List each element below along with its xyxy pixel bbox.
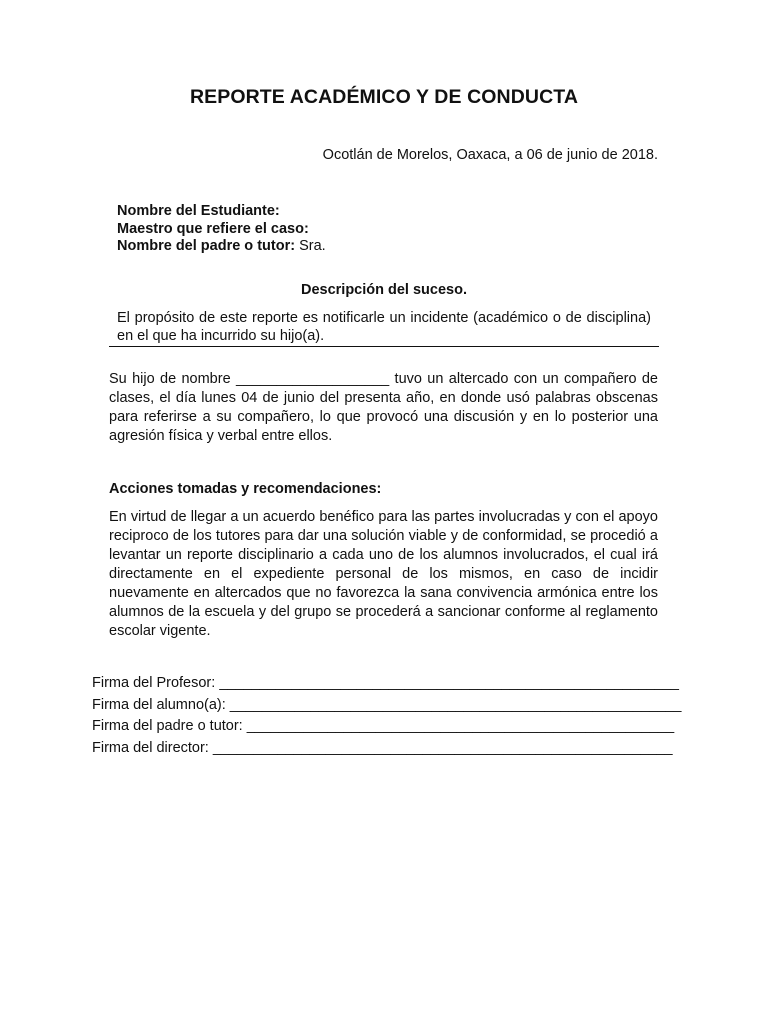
- date-line: Ocotlán de Morelos, Oaxaca, a 06 de junio de 2018.: [322, 147, 658, 163]
- student-name-label: Nombre del Estudiante:: [117, 203, 280, 219]
- teacher-row: [117, 221, 326, 239]
- parent-row: [117, 238, 326, 256]
- teacher-label: Maestro que refiere el caso:: [117, 220, 309, 237]
- signature-student: Firma del alumno(a): ________________________________________________________: [92, 696, 682, 713]
- actions-heading: Acciones tomadas y recomendaciones:: [109, 481, 382, 497]
- actions-paragraph: En virtud de llegar a un acuerdo benéfico para las partes involucradas y con el apoyo reciproco de los tutores para dar una solución viable y de conformidad, se procedió a levantar un reporte disciplinario a cada uno de los alumnos involucrados, el cual irá directamente en el expediente personal de los mismos, en caso de incidir nuevamente en altercados que no favorezca la sana convivencia armónica entre los alumnos de la escuela y del grupo se procederá a sancionar conforme al reglamento escolar vigente.: [109, 509, 658, 639]
- document-title: REPORTE ACADÉMICO Y DE CONDUCTA: [189, 86, 579, 108]
- parent-value: Sra.: [295, 238, 326, 254]
- parent-label: Nombre del padre o tutor:: [117, 238, 296, 254]
- student-name-row: [117, 203, 326, 221]
- case-info-block: [117, 203, 326, 256]
- signature-parent: Firma del padre o tutor: _____________________________________________________: [92, 718, 675, 734]
- signature-professor: Firma del Profesor: _________________________________________________________: [92, 675, 679, 691]
- signature-block: [92, 673, 681, 759]
- description-heading: Descripción del suceso.: [300, 282, 467, 298]
- signature-director: Firma del director: _________________________________________________________: [92, 739, 673, 756]
- purpose-text: El propósito de este reporte es notificarle un incidente (académico o de disciplina) en el que ha incurrido su hijo(a).: [109, 307, 659, 347]
- incident-paragraph: Su hijo de nombre ___________________ tuvo un altercado con un compañero de clases, el día lunes 04 de junio del presenta año, en donde usó palabras obscenas para referirse a su compañero, lo que provocó una discusión y en lo posterior una agresión física y verbal entre ellos.: [109, 371, 658, 444]
